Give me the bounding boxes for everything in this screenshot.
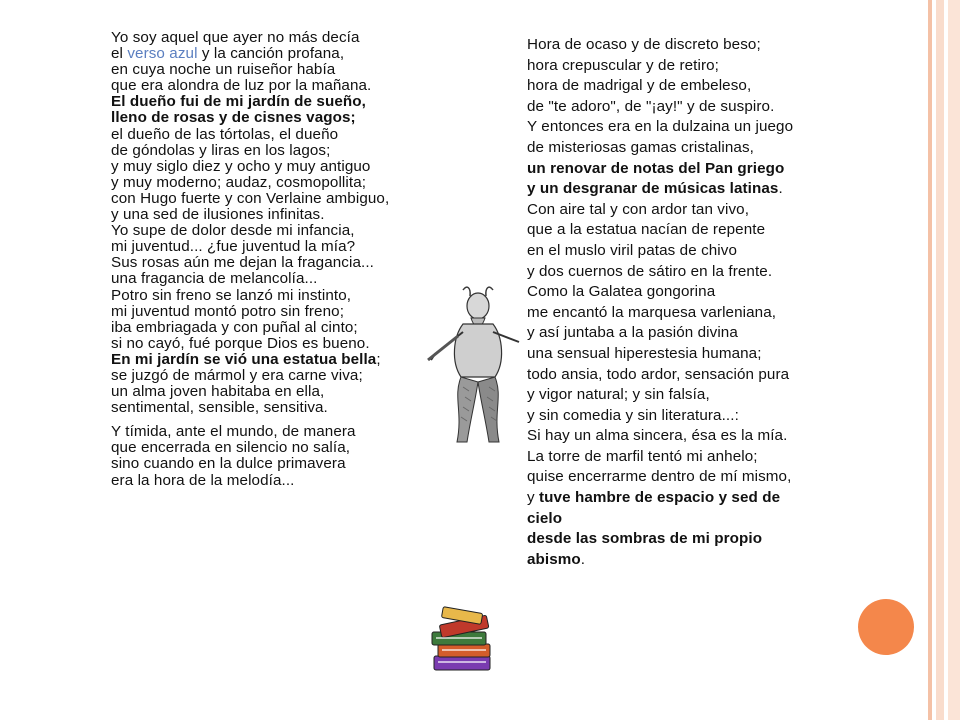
books-stack-icon [428,606,500,678]
poem-text: y [527,489,540,507]
poem-line: cielo [527,509,563,527]
poem-line: Yo soy aquel que ayer no más decía [111,29,360,46]
poem-bold-text: En mi jardín se vió una estatua bella [111,350,377,368]
poem-line: mi juventud... ¿fue juventud la mía? [111,238,356,256]
poem-text: . [580,550,586,568]
poem-line: una sensual hiperestesia humana; [527,344,762,362]
decorative-stripe [948,0,960,720]
poem-line: Si hay un alma sincera, ésa es la mía. [527,427,788,445]
poem-line: un renovar de notas del Pan griego [527,159,785,177]
poem-line: me encantó la marquesa varleniana, [527,303,777,321]
poem-line: La torre de marfil tentó mi anhelo; [527,447,758,465]
poem-line: y una sed de ilusiones infinitas. [111,206,325,224]
poem-line: sentimental, sensible, sensitiva. [111,399,328,417]
poem-line: de "te adoro", de "¡ay!" y de suspiro. [527,97,775,115]
poem-line: lleno de rosas y de cisnes vagos; [111,109,356,127]
left-poem-column [111,30,466,489]
poem-line: que encerrada en silencio no salía, [111,439,351,457]
poem-line: Potro sin freno se lanzó mi instinto, [111,286,352,304]
poem-line: y muy moderno; audaz, cosmopollita; [111,173,367,191]
poem-line: en el muslo viril patas de chivo [527,241,738,259]
poem-bold-text: y un desgranar de músicas latinas [527,180,779,198]
poem-line [527,550,857,571]
poem-text: ; [376,350,381,368]
poem-line: el dueño de las tórtolas, el dueño [111,125,339,143]
poem-line: de misteriosas gamas cristalinas, [527,138,754,156]
poem-line: y sin comedia y sin literatura...: [527,406,739,424]
poem-line: El dueño fui de mi jardín de sueño, [111,93,366,111]
poem-line: una fragancia de melancolía... [111,270,318,288]
right-poem-column [527,35,857,570]
poem-bold-text: tuve hambre de espacio y sed de [539,489,781,507]
poem-line: desde las sombras de mi propio [527,530,763,548]
poem-line: hora de madrigal y de embeleso, [527,77,752,95]
poem-line [111,352,466,368]
left-stanza-2 [111,424,466,488]
poem-line: era la hora de la melodía... [111,471,295,489]
poem-line: que a la estatua nacían de repente [527,221,766,239]
poem-link[interactable]: verso azul [127,45,198,63]
poem-line: todo ansia, todo ardor, sensación pura [527,365,790,383]
poem-line: hora crepuscular y de retiro; [527,56,719,74]
poem-line: de góndolas y liras en los lagos; [111,141,331,159]
orange-circle-decoration [858,599,914,655]
poem-line: que era alondra de luz por la mañana. [111,77,372,95]
poem-line: y muy siglo diez y ocho y muy antiguo [111,157,371,175]
poem-line: sino cuando en la dulce primavera [111,455,346,473]
poem-line: si no cayó, fué porque Dios es bueno. [111,334,370,352]
poem-line: y así juntaba a la pasión divina [527,324,738,342]
poem-line: se juzgó de mármol y era carne viva; [111,366,363,384]
decorative-stripe [936,0,944,720]
poem-bold-text: abismo [527,550,581,568]
poem-line [527,488,857,509]
poem-text: y la canción profana, [197,45,345,63]
poem-line: Con aire tal y con ardor tan vivo, [527,200,750,218]
decorative-stripe [928,0,932,720]
poem-line: Sus rosas aún me dejan la fragancia... [111,254,374,272]
satyr-illustration-icon [423,282,533,447]
poem-line: y dos cuernos de sátiro en la frente. [527,262,773,280]
poem-text: . [778,180,783,198]
left-stanza-1 [111,30,466,416]
poem-line: Hora de ocaso y de discreto beso; [527,36,761,53]
poem-line [111,46,466,62]
poem-line: un alma joven habitaba en ella, [111,383,325,401]
poem-line: mi juventud montó potro sin freno; [111,302,345,320]
poem-line [527,179,857,200]
poem-line: Como la Galatea gongorina [527,283,716,301]
poem-line: y vigor natural; y sin falsía, [527,386,710,404]
poem-text: el [111,45,128,63]
poem-line: en cuya noche un ruiseñor había [111,61,336,79]
poem-line: Yo supe de dolor desde mi infancia, [111,222,355,240]
poem-line: quise encerrarme dentro de mí mismo, [527,468,792,486]
poem-line: Y entonces era en la dulzaina un juego [527,118,794,136]
poem-line: con Hugo fuerte y con Verlaine ambiguo, [111,189,390,207]
poem-line: iba embriagada y con puñal al cinto; [111,318,358,336]
poem-line: Y tímida, ante el mundo, de manera [111,423,356,441]
